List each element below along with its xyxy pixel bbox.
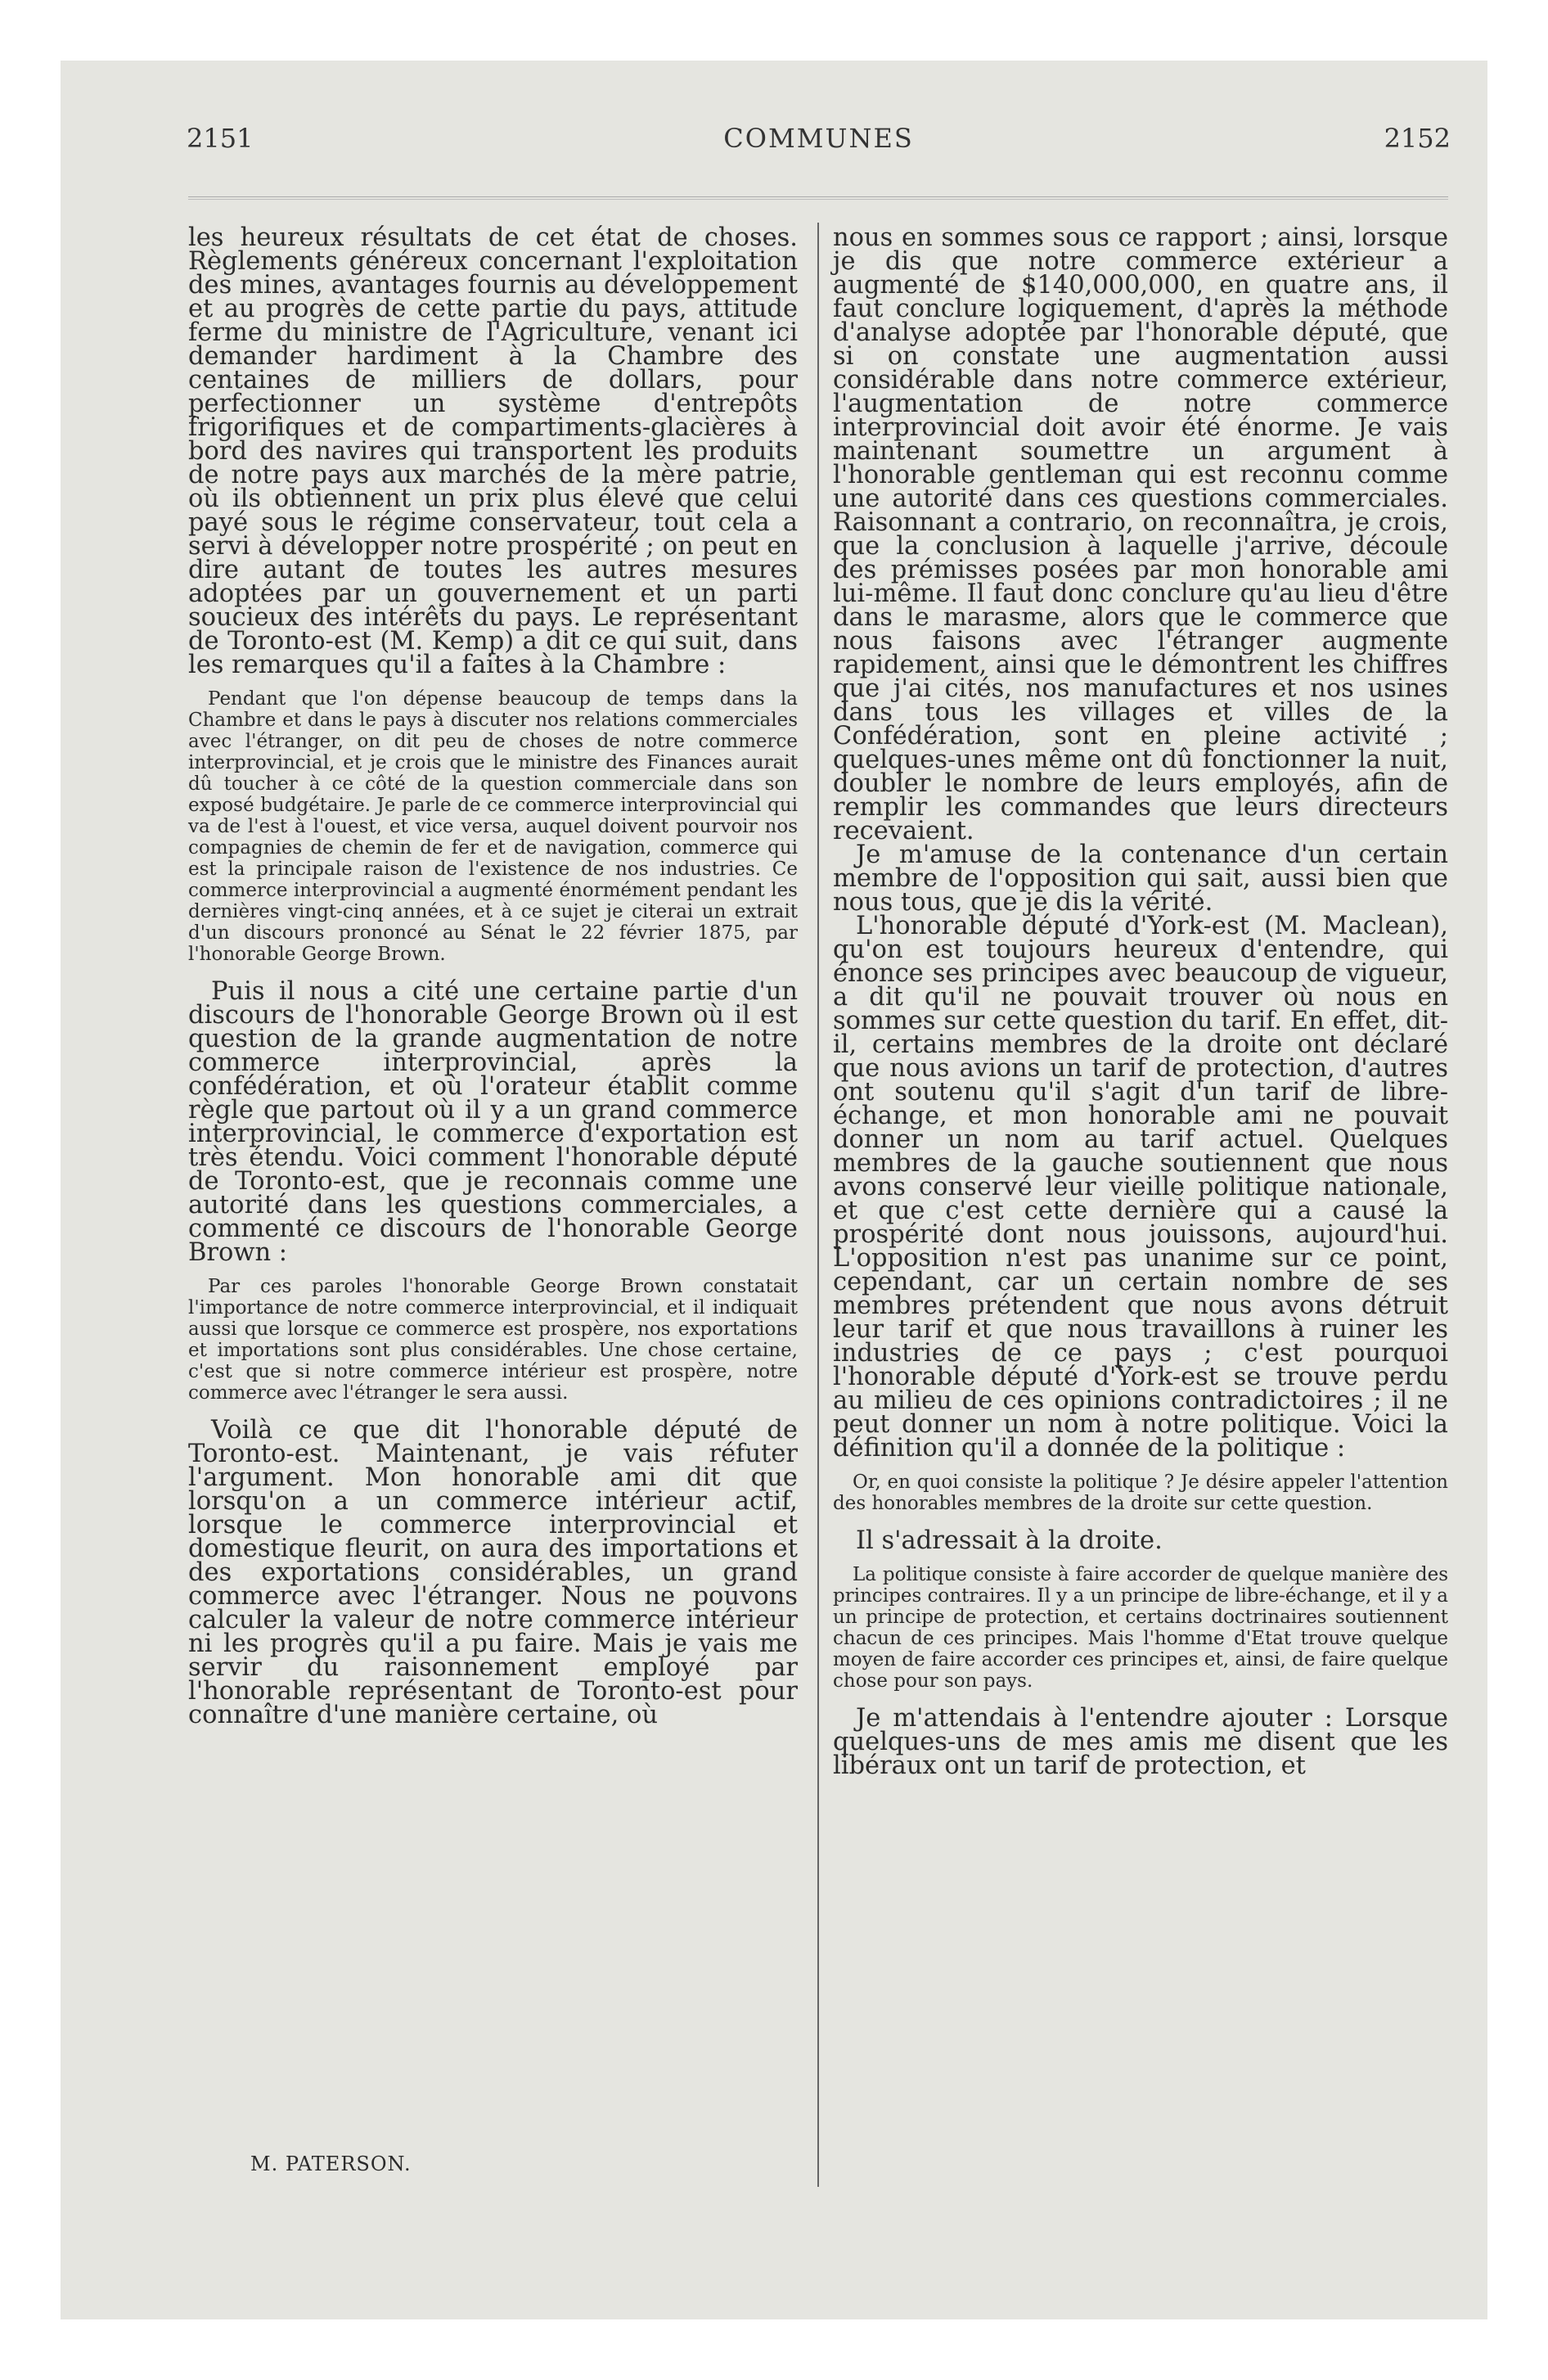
left-quote-2: Par ces paroles l'honorable George Brown constatait l'importance de notre commerce interprovincial, et il indiquait aussi que lorsque ce commerce est prospère, nos exportations et importations sont plus considérables. Une chose certaine, c'est que si notre commerce intérieur est prospère, notre commerce avec l'étranger le sera aussi. <box>188 1276 798 1404</box>
column-divider <box>817 223 819 2187</box>
right-paragraph-2: Je m'amuse de la contenance d'un certain membre de l'opposition qui sait, aussi bien que nous tous, que je dis la vérité. <box>833 841 1448 917</box>
right-paragraph-3: L'honorable député d'York-est (M. Maclean), qu'on est toujours heureux d'entendre, qui énonce ses principes avec beaucoup de vigueur, a dit qu'il ne pouvait trouver où nous en sommes sur cette question du tarif. En effet, dit-il, certains membres de la droite ont déclaré que nous avions un tarif de protection, d'autres ont soutenu qu'il s'agit d'un tarif de libre-échange, et mon honorable ami ne pouvait donner un nom au tarif actuel. Quelques membres de la gauche soutiennent que nous avons conservé leur vieille politique nationale, et que c'est cette dernière qui a causé la prospérité dont nous jouissons, aujourd'hui. L'opposition n'est pas unanime sur ce point, cependant, car un certain nombre de ses membres prétendent que nous avons détruit leur tarif et que nous travaillons à ruiner les industries de ce pays ; c'est pourquoi l'honorable député d'York-est se trouve perdu au milieu de ces opinions contradictoires ; il ne peut donner un nom à notre politique. Voici la définition qu'il a donnée de la politique : <box>833 912 1448 1463</box>
right-column <box>833 223 1448 1780</box>
left-paragraph-3: Voilà ce que dit l'honorable député de Toronto-est. Maintenant, je vais réfuter l'argument. Mon honorable ami dit que lorsqu'on a un commerce intérieur actif, lorsque le commerce interprovincial et domestique fleurit, on aura des importations et des exportations considérables, un grand commerce avec l'étranger. Nous ne pouvons calculer la valeur de notre commerce intérieur ni les progrès qu'il a pu faire. Mais je vais me servir du raisonnement employé par l'honorable représentant de Toronto-est pour connaître d'une manière certaine, où <box>188 1416 798 1729</box>
page-number-left: 2151 <box>187 123 254 154</box>
left-paragraph-2: Puis il nous a cité une certaine partie d'un discours de l'honorable George Brown où il est question de la grande augmentation de notre commerce interprovincial, après la confédération, et où l'orateur établit comme règle que partout où il y a un grand commerce interprovincial, le commerce d'exportation est très étendu. Voici comment l'honorable député de Toronto-est, que je reconnais comme une autorité dans les questions commerciales, a commenté ce discours de l'honorable George Brown : <box>188 977 798 1267</box>
running-title: COMMUNES <box>723 123 914 154</box>
right-paragraph-5: Je m'attendais à l'entendre ajouter : Lorsque quelques-uns de mes amis me disent que les libéraux ont un tarif de protection, et <box>833 1704 1448 1780</box>
right-paragraph-4: Il s'adressait à la droite. <box>856 1526 1163 1555</box>
left-quote-1: Pendant que l'on dépense beaucoup de temps dans la Chambre et dans le pays à discuter nos relations commerciales avec l'étranger, on dit peu de choses de notre commerce interprovincial, et je crois que le ministre des Finances aurait dû toucher à ce côté de la question commerciale dans son exposé budgétaire. Je parle de ce commerce interprovincial qui va de l'est à l'ouest, et vice versa, auquel doivent pourvoir nos compagnies de chemin de fer et de navigation, commerce qui est la principale raison de l'existence de nos industries. Ce commerce interprovincial a augmenté énormément pendant les dernières vingt-cinq années, et à ce sujet je citerai un extrait d'un discours prononcé au Sénat le 22 février 1875, par l'honorable George Brown. <box>188 688 798 965</box>
page-header <box>187 123 1451 172</box>
left-column <box>188 223 798 1729</box>
right-paragraph-1: nous en sommes sous ce rapport ; ainsi, lorsque je dis que notre commerce extérieur a augmenté de $140,000,000, en quatre ans, il faut conclure logiquement, d'après la méthode d'analyse adoptée par l'honorable député, que si on constate une augmentation aussi considérable dans notre commerce extérieur, l'augmentation de notre commerce interprovincial doit avoir été énorme. Je vais maintenant soumettre un argument à l'honorable gentleman qui est reconnu comme une autorité dans ces questions commerciales. Raisonnant a contrario, on reconnaîtra, je crois, que la conclusion à laquelle j'arrive, découle des prémisses posées par mon honorable ami lui-même. Il faut donc conclure qu'au lieu d'être dans le marasme, alors que le commerce que nous faisons avec l'étranger augmente rapidement, ainsi que le démontrent les chiffres que j'ai cités, nos manufactures et nos usines dans tous les villages et villes de la Confédération, sont en pleine activité ; quelques-unes même ont dû fonctionner la nuit, doubler le nombre de leurs employés, afin de remplir les commandes que leurs directeurs recevaient. <box>833 223 1448 845</box>
header-rule <box>188 196 1448 200</box>
page-number-right: 2152 <box>1384 123 1451 154</box>
speaker-footer: M. PATERSON. <box>250 2152 412 2175</box>
right-quote-1: Or, en quoi consiste la politique ? Je désire appeler l'attention des honorables membres de la droite sur cette question. <box>833 1472 1448 1514</box>
right-quote-2: La politique consiste à faire accorder de quelque manière des principes contraires. Il y a un principe de libre-échange, et il y a un principe de protection, et certains doctrinaires soutiennent chacun de ces principes. Mais l'homme d'Etat trouve quelque moyen de faire accorder ces principes et, ainsi, de faire quelque chose pour son pays. <box>833 1564 1448 1692</box>
left-paragraph-1: les heureux résultats de cet état de choses. Règlements généreux concernant l'exploitation des mines, avantages fournis au développement et au progrès de cette partie du pays, attitude ferme du ministre de l'Agriculture, venant ici demander hardiment à la Chambre des centaines de milliers de dollars, pour perfectionner un système d'entrepôts frigorifiques et de compartiments-glacières à bord des navires qui transportent les produits de notre pays aux marchés de la mère patrie, où ils obtiennent un prix plus élevé que celui payé sous le régime conservateur, tout cela a servi à développer notre prospérité ; on peut en dire autant de toutes les autres mesures adoptées par un gouvernement et un parti soucieux des intérêts du pays. Le représentant de Toronto-est (M. Kemp) a dit ce qui suit, dans les remarques qu'il a faites à la Chambre : <box>188 223 798 679</box>
